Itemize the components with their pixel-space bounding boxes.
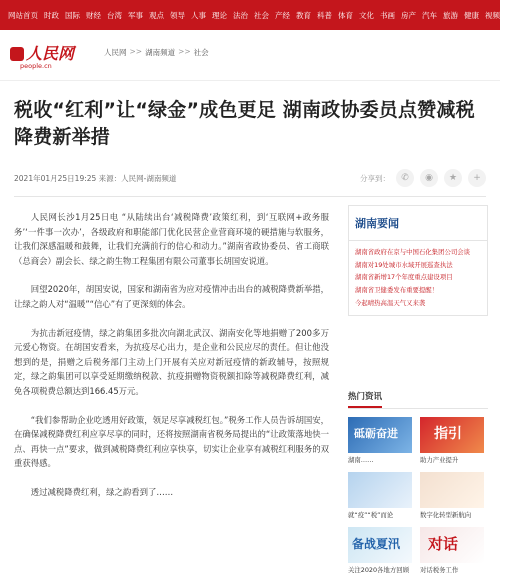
article-paragraph: 透过减税降费红利，绿之韵看到了…… — [14, 485, 329, 499]
hot-news-title: 热门资讯 — [348, 390, 382, 408]
nav-item[interactable]: 国际 — [65, 10, 80, 21]
nav-item[interactable]: 科普 — [317, 10, 332, 21]
login-link[interactable]: 登录 — [500, 4, 508, 26]
hot-news-caption[interactable]: 湖南…… — [348, 455, 412, 464]
hot-news-thumbnail[interactable] — [348, 472, 412, 508]
sidebar — [348, 205, 488, 578]
nav-item[interactable]: 旅游 — [443, 10, 458, 21]
hot-news-thumbnail[interactable] — [420, 417, 484, 453]
news-link[interactable]: 湖南省政府在京与中国石化集团公司会谈 — [355, 246, 481, 259]
breadcrumb-home[interactable]: 人民网 — [104, 47, 127, 58]
nav-item[interactable]: 观点 — [149, 10, 164, 21]
news-link[interactable]: 湖南对19处城市水域开展巡查执法 — [355, 259, 481, 272]
article-paragraph: 人民网长沙1月25日电 “从陆续出台‘减税降费’政策红利，到‘互联网+政务服务’‘一件事一次办’，各级政府和职能部门优化民营企业营商环境的硬措施与软服务，让我们深感温暖和鼓舞，让我们充满前行的信心和动力。”湖南省政协委员、省工商联（总商会）副会长、绿之韵生物工程集团有限公司董事长胡国安说道。 — [14, 210, 329, 268]
share-label: 分享到： — [360, 173, 390, 184]
hot-news-item[interactable] — [420, 527, 484, 578]
breadcrumb-channel[interactable]: 湖南频道 — [145, 47, 175, 58]
hot-news-grid — [348, 417, 488, 578]
top-nav — [8, 10, 500, 21]
hot-news-item[interactable] — [348, 472, 412, 523]
nav-item[interactable]: 文化 — [359, 10, 374, 21]
hot-news-thumbnail[interactable] — [348, 527, 412, 563]
article-title: 税收“红利”让“绿金”成色更足 湖南政协委员点赞减税降费新举措 — [14, 97, 486, 151]
hot-news-caption[interactable]: 数字化转型新航向 — [420, 510, 484, 519]
hot-news-item[interactable] — [348, 417, 412, 468]
article-body — [14, 210, 329, 499]
hot-news-caption[interactable]: 对话税务工作 — [420, 565, 484, 574]
article-date-source: 2021年01月25日19:25 来源：人民网-湖南频道 — [14, 173, 360, 184]
nav-item[interactable]: 理论 — [212, 10, 227, 21]
nav-item[interactable]: 教育 — [296, 10, 311, 21]
nav-item[interactable]: 法治 — [233, 10, 248, 21]
nav-item[interactable]: 时政 — [44, 10, 59, 21]
people-logo[interactable]: 人民网 people.cn — [10, 41, 86, 70]
weibo-share-icon[interactable]: ◉ — [420, 169, 438, 187]
nav-item[interactable]: 产经 — [275, 10, 290, 21]
news-link[interactable]: 今起晴热高温天气又来袭 — [355, 297, 481, 310]
news-link[interactable]: 湖南省卫健委发布重要提醒！ — [355, 284, 481, 297]
hot-news-thumbnail[interactable] — [420, 527, 484, 563]
hot-news-item[interactable] — [348, 527, 412, 578]
top-nav-bar — [0, 0, 500, 30]
wechat-share-icon[interactable]: ✆ — [396, 169, 414, 187]
breadcrumb-section[interactable]: 社会 — [194, 47, 209, 58]
hot-news-caption[interactable]: 助力产业提升 — [420, 455, 484, 464]
nav-item[interactable]: 网站首页 — [8, 10, 38, 21]
nav-item[interactable]: 军事 — [128, 10, 143, 21]
hunan-news-title: 湖南要闻 — [349, 206, 487, 241]
hot-news-caption[interactable]: 关注2020各地方回顾 — [348, 565, 412, 574]
hot-news-section — [348, 384, 488, 578]
more-share-icon[interactable]: + — [468, 169, 486, 187]
nav-item[interactable]: 体育 — [338, 10, 353, 21]
thumb-text: 指引 — [434, 423, 462, 443]
nav-item[interactable]: 视频 — [485, 10, 500, 21]
thumb-text: 备战夏汛 — [352, 535, 400, 552]
thumb-text: 砥砺奋进 — [354, 425, 398, 441]
article-paragraph: 为抗击新冠疫情，绿之韵集团多批次向湖北武汉、湖南安化等地捐赠了200多万元爱心物资。在胡国安看来，为抗疫尽心出力，是企业和公民应尽的责任。但让他没想到的是，捐赠之后税务部门主动上门开展有关应对新冠疫情的新政辅导，按照规定，绿之韵集团可以享受延期缴纳税款、抗疫捐赠物资税额扣除等减税降费红利，减免各项税费总额达到166.45万元。 — [14, 326, 329, 399]
breadcrumb — [104, 47, 209, 58]
qzone-share-icon[interactable]: ★ — [444, 169, 462, 187]
article-paragraph: 回望2020年，胡国安说，国家和湖南省为应对疫情冲击出台的减税降费新举措，让绿之韵人对“温暖”“信心”有了更深刻的体会。 — [14, 282, 329, 311]
article-paragraph: “我们参帮助企业吃透用好政策，领足尽享减税红包。”税务工作人员告诉胡国安，在确保减税降费红利应享尽享的同时，还将按照湖南省税务局提出的“让政策落地快一点、再快一点”要求，做到减税降费红利应享快享，切实让企业享有减税红利服务的双重获得感。 — [14, 413, 329, 471]
hot-news-item[interactable] — [420, 472, 484, 523]
login-area — [500, 4, 521, 26]
hot-news-caption[interactable]: 就“疫”“税”而论 — [348, 510, 412, 519]
nav-item[interactable]: 台湾 — [107, 10, 122, 21]
nav-item[interactable]: 健康 — [464, 10, 479, 21]
hot-news-item[interactable] — [420, 417, 484, 468]
hot-news-thumbnail[interactable] — [420, 472, 484, 508]
breadcrumb-separator: >> — [178, 47, 191, 58]
news-link[interactable]: 湖南省新增17个年度重点建设项目 — [355, 271, 481, 284]
hunan-news-list — [349, 241, 487, 315]
nav-item[interactable]: 领导 — [170, 10, 185, 21]
nav-item[interactable]: 书画 — [380, 10, 395, 21]
hunan-news-box — [348, 205, 488, 316]
breadcrumb-separator: >> — [130, 47, 143, 58]
logo-icon — [10, 47, 24, 61]
thumb-text: 对话 — [428, 533, 458, 554]
hot-news-divider — [348, 408, 488, 409]
site-header — [0, 30, 500, 81]
nav-item[interactable]: 社会 — [254, 10, 269, 21]
nav-item[interactable]: 房产 — [401, 10, 416, 21]
nav-item[interactable]: 人事 — [191, 10, 206, 21]
nav-item[interactable]: 汽车 — [422, 10, 437, 21]
article-meta — [14, 169, 486, 187]
nav-item[interactable]: 财经 — [86, 10, 101, 21]
hot-news-thumbnail[interactable] — [348, 417, 412, 453]
share-bar — [360, 169, 486, 187]
divider — [14, 196, 486, 197]
register-link[interactable]: 注册 — [514, 4, 521, 26]
